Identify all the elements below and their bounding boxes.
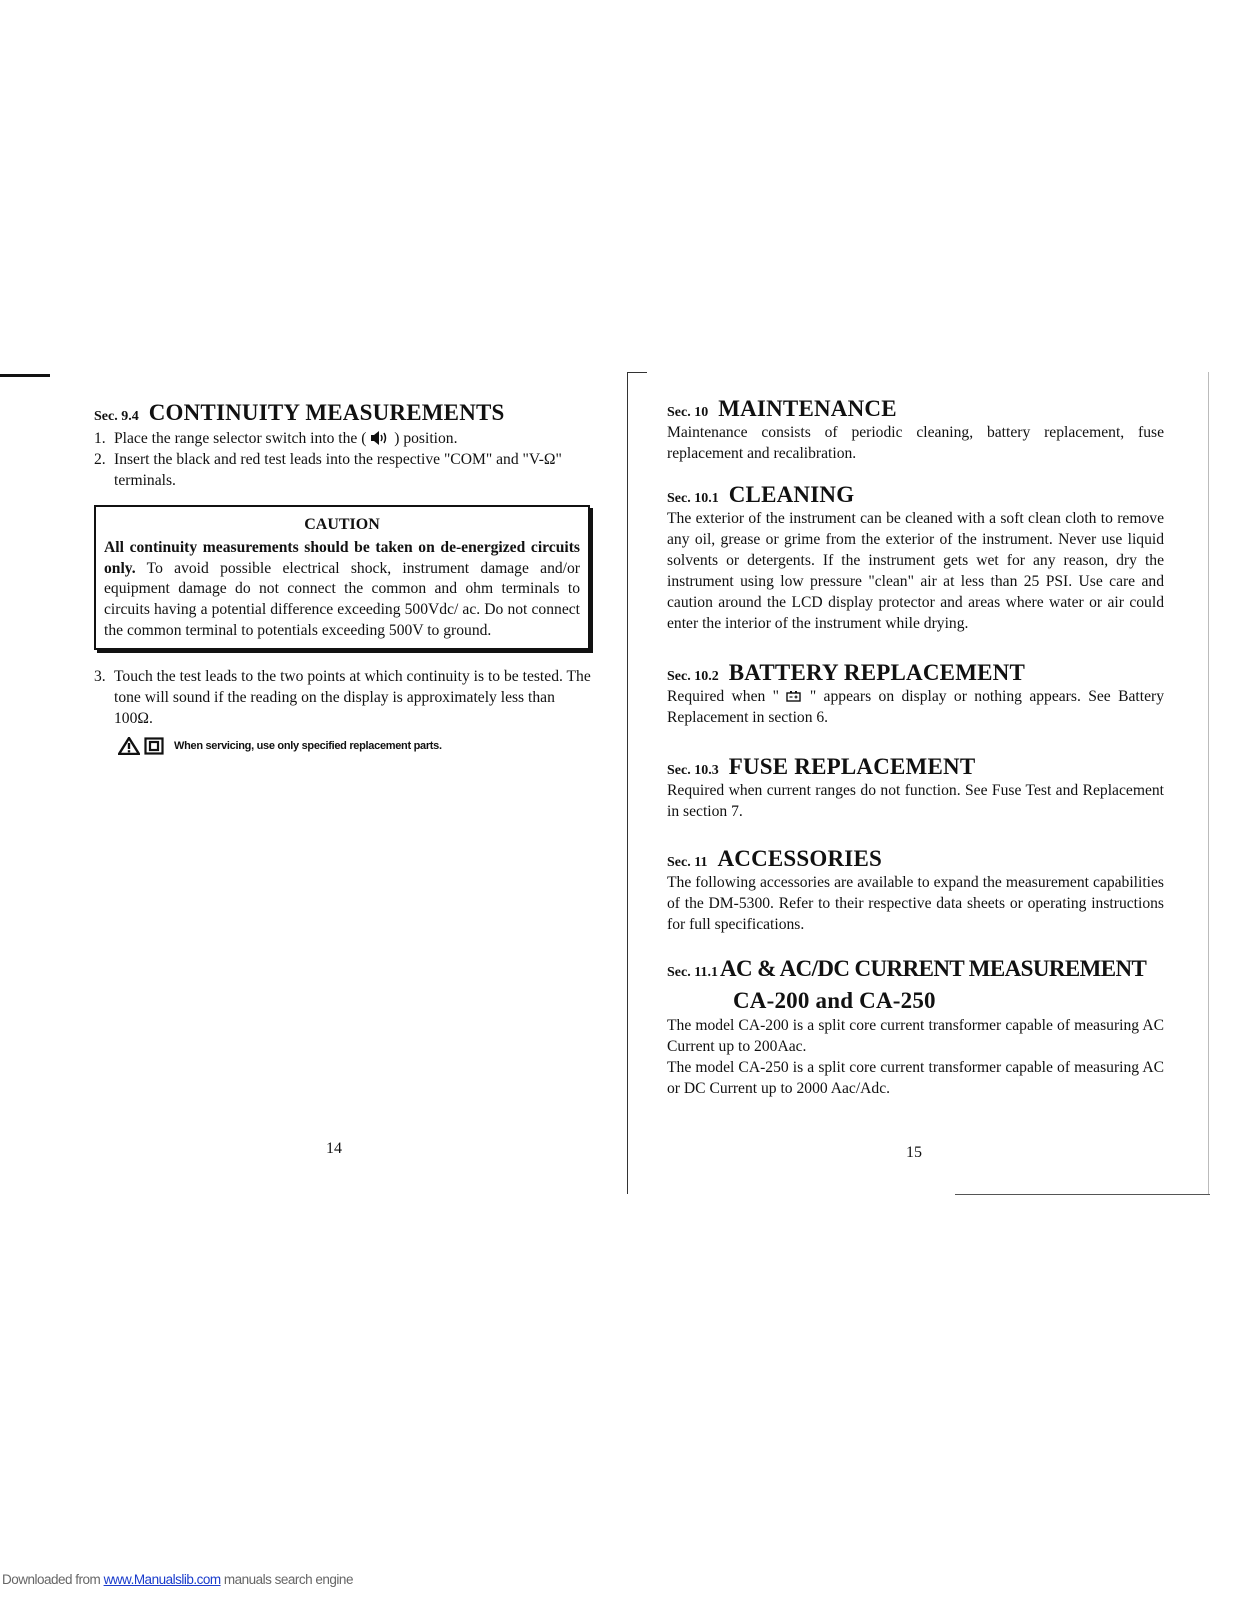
section-title: BATTERY REPLACEMENT — [728, 660, 1025, 685]
section-title: MAINTENANCE — [718, 396, 897, 421]
download-footer — [2, 1572, 353, 1587]
right-page — [667, 396, 1164, 1099]
list-item — [94, 666, 592, 729]
ca-250-text: The model CA-250 is a split core current transformer capable of measuring AC or DC Current up to 2000 Aac/Adc. — [667, 1059, 1164, 1097]
page-number-right: 15 — [906, 1144, 922, 1161]
page-number-left: 14 — [326, 1140, 342, 1157]
caution-body-text: To avoid possible electrical shock, instrument damage and/or equipment damage do not connect the common and ohm terminals to circuits having a potential difference exceeding 500Vdc/ ac. Do not connect the common terminal to potentials exceeding 500V to ground. — [104, 559, 580, 639]
sec-11-1-heading — [667, 955, 1164, 1015]
ca-200-text: The model CA-200 is a split core current transformer capable of measuring AC Current up to 200Aac. — [667, 1017, 1164, 1055]
step-text: Touch the test leads to the two points at which continuity is to be tested. The tone will sound if the reading on the display is approximately less than 100Ω. — [114, 667, 591, 727]
sec-10-heading — [667, 396, 1164, 422]
section-number: Sec. 10 — [667, 405, 709, 420]
sec-9-4-heading — [94, 400, 594, 426]
section-title: CLEANING — [728, 482, 855, 507]
section-number: Sec. 9.4 — [94, 409, 139, 424]
maintenance-text: Maintenance consists of periodic cleaning, battery replacement, fuse replacement and recalibration. — [667, 424, 1164, 462]
step-number: 2. — [94, 451, 106, 468]
right-edge-line — [1208, 372, 1209, 1194]
list-item — [94, 428, 594, 449]
center-fold-tick — [627, 372, 647, 373]
caution-box — [94, 505, 590, 650]
manualslib-link[interactable]: www.Manualslib.com — [103, 1572, 221, 1587]
step-text: Place the range selector switch into the ( — [114, 430, 371, 447]
footer-prefix: Downloaded from — [2, 1572, 104, 1587]
bottom-right-line — [955, 1194, 1210, 1195]
section-title: AC & AC/DC CURRENT MEASUREMENT — [719, 956, 1147, 981]
battery-icon — [786, 691, 802, 702]
scan-mark-left — [0, 374, 50, 377]
section-number: Sec. 11.1 — [667, 965, 718, 980]
section-number: Sec. 11 — [667, 855, 708, 870]
caution-text — [104, 538, 580, 642]
sec-10-1-heading — [667, 482, 1164, 508]
double-insulation-icon — [144, 737, 164, 755]
accessories-text: The following accessories are available to expand the measurement capabilities of the DM-5300. Refer to their respective data sheets or operating instructions for full specifications. — [667, 874, 1164, 933]
service-note-text: When servicing, use only specified replacement parts. — [174, 739, 442, 752]
caution-bold-text: All continuity measurements should be taken on de-energized circuits only. — [104, 538, 580, 577]
center-fold-line — [627, 372, 628, 1194]
cleaning-text: The exterior of the instrument can be cleaned with a soft clean cloth to remove any oil, grease or grime from the exterior of the instrument. Never use liquid solvents or detergents. If the instrument gets wet for any reason, dry the instrument using low pressure "clean" air at less than 25 PSI. Use care and caution around the LCD display protector and areas where water or air could enter the interior of the instrument while drying. — [667, 510, 1164, 632]
step-text: Insert the black and red test leads into the respective "COM" and "V-Ω" terminals. — [114, 451, 562, 489]
section-subtitle: CA-200 and CA-250 — [733, 988, 936, 1013]
section-number: Sec. 10.2 — [667, 669, 719, 684]
section-number: Sec. 10.1 — [667, 491, 719, 506]
section-number: Sec. 10.3 — [667, 763, 719, 778]
section-title: FUSE REPLACEMENT — [728, 754, 976, 779]
section-title: ACCESSORIES — [717, 846, 882, 871]
fuse-text: Required when current ranges do not function. See Fuse Test and Replacement in section 7. — [667, 782, 1164, 820]
sec-10-2-heading — [667, 660, 1164, 686]
battery-text — [667, 686, 1164, 728]
battery-text-start: Required when " — [667, 688, 787, 705]
service-note — [118, 737, 594, 755]
list-item — [94, 449, 584, 491]
warning-triangle-icon — [118, 737, 140, 755]
caution-title: CAUTION — [304, 516, 380, 533]
footer-suffix: manuals search engine — [220, 1572, 353, 1587]
sec-10-3-heading — [667, 754, 1164, 780]
continuity-tone-icon — [370, 431, 390, 445]
left-page — [94, 400, 594, 755]
sec-11-heading — [667, 846, 1164, 872]
step-number: 1. — [94, 430, 106, 447]
step-text-end: ) position. — [390, 430, 458, 447]
step-number: 3. — [94, 667, 106, 685]
battery-text-end: " appears on display or nothing appears. See Battery Replacement in section 6. — [667, 688, 1165, 726]
section-title: CONTINUITY MEASUREMENTS — [148, 400, 505, 425]
